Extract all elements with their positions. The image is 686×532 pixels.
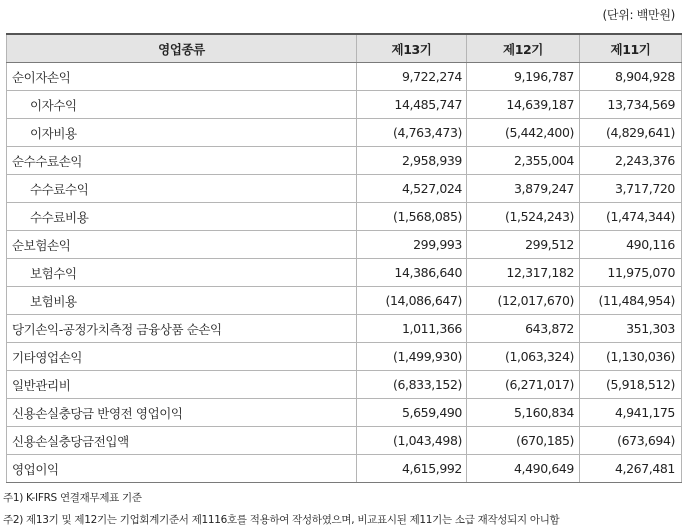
value-period-11: 2,243,376 [580, 147, 682, 175]
value-period-12: (6,271,017) [467, 371, 580, 399]
row-label: 순수수료손익 [7, 147, 357, 175]
table-header-row [7, 34, 682, 63]
value-period-12: 4,490,649 [467, 455, 580, 483]
value-period-13: (1,043,498) [357, 427, 467, 455]
value-period-12: (1,524,243) [467, 203, 580, 231]
footnotes [3, 487, 559, 531]
value-period-12: (1,063,324) [467, 343, 580, 371]
row-label: 영업이익 [7, 455, 357, 483]
header-operation-type: 영업종류 [7, 34, 357, 63]
table-row [7, 315, 682, 343]
value-period-13: (4,763,473) [357, 119, 467, 147]
table-row [7, 455, 682, 483]
row-label: 수수료비용 [7, 203, 357, 231]
value-period-11: 4,267,481 [580, 455, 682, 483]
operating-income-table [6, 33, 682, 483]
row-label: 기타영업손익 [7, 343, 357, 371]
row-label: 보험수익 [7, 259, 357, 287]
row-label: 순이자손익 [7, 63, 357, 91]
value-period-13: (1,568,085) [357, 203, 467, 231]
row-label: 당기손익-공정가치측정 금융상품 순손익 [7, 315, 357, 343]
value-period-13: (6,833,152) [357, 371, 467, 399]
value-period-11: 8,904,928 [580, 63, 682, 91]
row-label: 보험비용 [7, 287, 357, 315]
footnote: 주2) 제13기 및 제12기는 기업회계기준서 제1116호를 적용하여 작성하였으며, 비교표시된 제11기는 소급 재작성되지 아니함 [3, 514, 560, 526]
value-period-11: (11,484,954) [580, 287, 682, 315]
row-label: 신용손실충당금전입액 [7, 427, 357, 455]
value-period-11: (1,130,036) [580, 343, 682, 371]
table-row [7, 427, 682, 455]
value-period-13: (14,086,647) [357, 287, 467, 315]
table-row [7, 91, 682, 119]
value-period-12: 2,355,004 [467, 147, 580, 175]
table-row [7, 371, 682, 399]
value-period-11: 11,975,070 [580, 259, 682, 287]
value-period-12: 643,872 [467, 315, 580, 343]
value-period-12: (5,442,400) [467, 119, 580, 147]
value-period-12: 14,639,187 [467, 91, 580, 119]
value-period-11: 351,303 [580, 315, 682, 343]
value-period-12: 299,512 [467, 231, 580, 259]
table-row [7, 203, 682, 231]
value-period-12: (12,017,670) [467, 287, 580, 315]
value-period-12: 9,196,787 [467, 63, 580, 91]
value-period-12: (670,185) [467, 427, 580, 455]
value-period-11: (4,829,641) [580, 119, 682, 147]
header-period-12: 제12기 [467, 34, 580, 63]
table-row [7, 63, 682, 91]
value-period-11: (673,694) [580, 427, 682, 455]
table-row [7, 259, 682, 287]
row-label: 이자비용 [7, 119, 357, 147]
value-period-13: 5,659,490 [357, 399, 467, 427]
value-period-13: 4,527,024 [357, 175, 467, 203]
table-row [7, 287, 682, 315]
row-label: 순보험손익 [7, 231, 357, 259]
header-period-13: 제13기 [357, 34, 467, 63]
footnote: 주1) K-IFRS 연결재무제표 기준 [3, 492, 142, 504]
value-period-12: 5,160,834 [467, 399, 580, 427]
table-body [7, 63, 682, 483]
value-period-13: 4,615,992 [357, 455, 467, 483]
row-label: 수수료수익 [7, 175, 357, 203]
row-label: 신용손실충당금 반영전 영업이익 [7, 399, 357, 427]
table-row [7, 231, 682, 259]
table-row [7, 399, 682, 427]
row-label: 이자수익 [7, 91, 357, 119]
value-period-11: 490,116 [580, 231, 682, 259]
value-period-13: 14,386,640 [357, 259, 467, 287]
value-period-13: 14,485,747 [357, 91, 467, 119]
header-period-11: 제11기 [580, 34, 682, 63]
value-period-13: 2,958,939 [357, 147, 467, 175]
table-row [7, 175, 682, 203]
value-period-13: 9,722,274 [357, 63, 467, 91]
value-period-11: 3,717,720 [580, 175, 682, 203]
value-period-11: 13,734,569 [580, 91, 682, 119]
value-period-12: 12,317,182 [467, 259, 580, 287]
value-period-12: 3,879,247 [467, 175, 580, 203]
unit-label: (단위: 백만원) [602, 8, 675, 22]
table-row [7, 147, 682, 175]
value-period-13: 299,993 [357, 231, 467, 259]
value-period-11: 4,941,175 [580, 399, 682, 427]
table-row [7, 343, 682, 371]
value-period-13: 1,011,366 [357, 315, 467, 343]
value-period-11: (1,474,344) [580, 203, 682, 231]
table-row [7, 119, 682, 147]
value-period-11: (5,918,512) [580, 371, 682, 399]
row-label: 일반관리비 [7, 371, 357, 399]
value-period-13: (1,499,930) [357, 343, 467, 371]
